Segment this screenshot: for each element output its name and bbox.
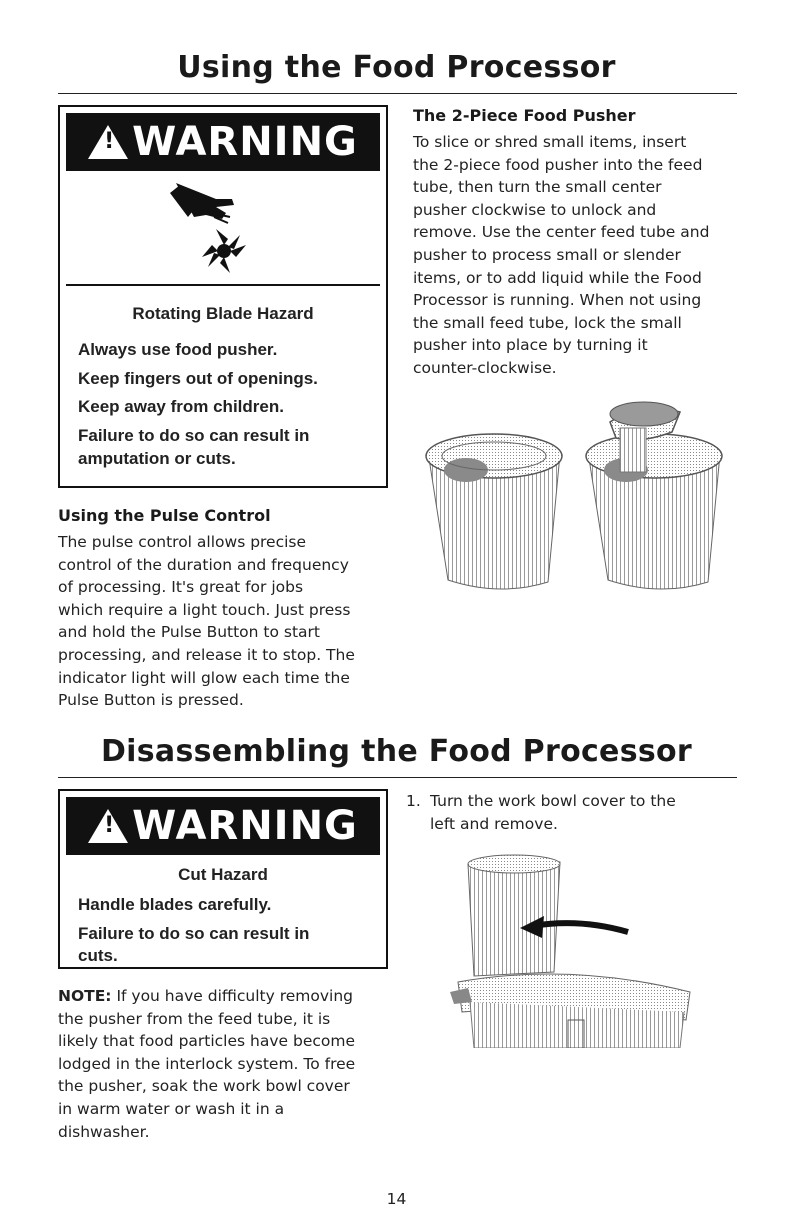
warning-line: Failure to do so can result in (78, 923, 310, 943)
note-first: If you have difficulty removing (111, 987, 354, 1005)
step-1 (406, 790, 746, 835)
warning-line: cuts. (78, 946, 118, 965)
text-line: processing, and release it to stop. The (58, 645, 355, 664)
warning-line: Keep fingers out of openings. (78, 368, 318, 388)
text-line: Processor is running. When not using (413, 291, 702, 310)
text-line: which require a light touch. Just press (58, 600, 351, 619)
text-line: pusher to process small or slender (413, 245, 681, 264)
page-number: 14 (386, 1190, 407, 1208)
warning-lines (78, 891, 309, 971)
text-line: left and remove. (430, 814, 558, 833)
warning-box-cut-hazard (58, 789, 388, 969)
food-pusher-illustration (420, 392, 730, 592)
text-line: lodged in the interlock system. To free (58, 1054, 356, 1073)
warning-triangle-icon: ! (88, 809, 128, 843)
note-label: NOTE: (58, 987, 112, 1005)
warning-line: Always use food pusher. (78, 340, 278, 359)
hazard-pictogram (66, 177, 380, 286)
text-line: dishwasher. (58, 1122, 150, 1141)
text-line: Turn the work bowl cover to the (430, 792, 676, 810)
text-line: indicator light will glow each time the (58, 668, 350, 687)
warning-line: Keep away from children. (78, 397, 284, 416)
text-line: remove. Use the center feed tube and (413, 223, 710, 242)
text-line: counter-clockwise. (413, 358, 557, 377)
text-line: the small feed tube, lock the small (413, 313, 682, 332)
warning-line: Handle blades carefully. (78, 895, 272, 914)
section-title-using: Using the Food Processor (177, 50, 616, 85)
text-line: and hold the Pulse Button to start (58, 623, 321, 642)
warning-box-rotating-blade (58, 105, 388, 488)
text-line: in warm water or wash it in a (58, 1099, 285, 1118)
pulse-heading: Using the Pulse Control (58, 506, 271, 525)
text-line: pusher clockwise to unlock and (413, 200, 657, 219)
section-title-disassembling: Disassembling the Food Processor (100, 734, 693, 769)
step-number: 1. (406, 792, 421, 810)
pusher-heading: The 2-Piece Food Pusher (413, 106, 636, 125)
text-line: of processing. It's great for jobs (58, 578, 304, 597)
text-line: control of the duration and frequency (58, 555, 349, 574)
text-line: The pulse control allows precise (58, 533, 307, 551)
text-line: the 2-piece food pusher into the feed (413, 155, 703, 174)
pusher-text (413, 131, 743, 380)
text-line: tube, then turn the small center (413, 178, 662, 197)
text-line: To slice or shred small items, insert (413, 133, 687, 151)
work-bowl-cover-illustration (450, 852, 700, 1048)
text-line: pusher into place by turning it (413, 336, 648, 355)
warning-line: Failure to do so can result in (78, 425, 310, 445)
text-line: the pusher from the feed tube, it is (58, 1009, 331, 1028)
warning-heading: Rotating Blade Hazard (132, 304, 314, 323)
warning-line: amputation or cuts. (78, 449, 236, 468)
warning-banner: ! WARNING (66, 797, 380, 855)
title-rule (58, 93, 737, 94)
warning-triangle-icon: ! (88, 125, 128, 159)
text-line: the pusher, soak the work bowl cover (58, 1077, 350, 1096)
text-line: Pulse Button is pressed. (58, 691, 244, 710)
hand-blade-icon (66, 177, 382, 284)
warning-banner: ! WARNING (66, 113, 380, 171)
text-line: likely that food particles have become (58, 1032, 356, 1051)
text-line: items, or to add liquid while the Food (413, 268, 702, 287)
warning-lines (78, 336, 318, 474)
pulse-text (58, 531, 388, 712)
warning-heading: Cut Hazard (178, 865, 268, 884)
title-rule (58, 777, 737, 778)
note-text (58, 985, 398, 1143)
